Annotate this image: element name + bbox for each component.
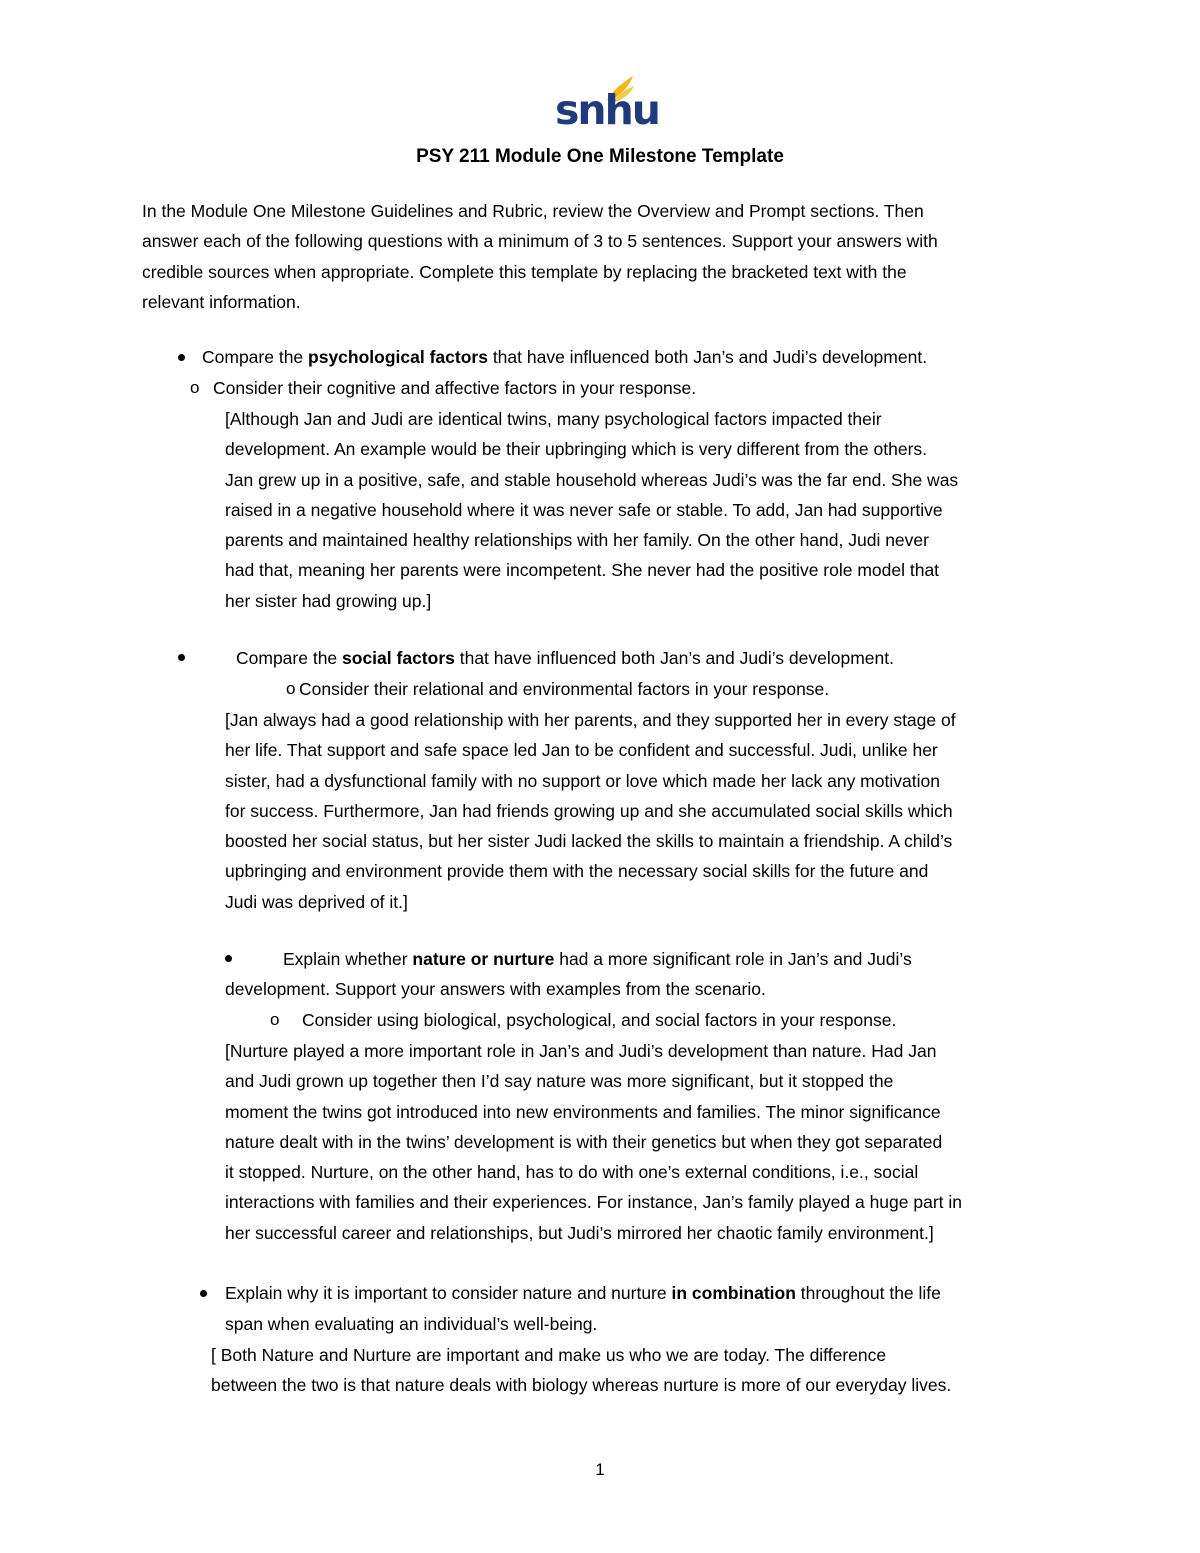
sub-bullet-marker: o <box>190 378 200 397</box>
q3-prompt <box>283 944 912 974</box>
page-number: 1 <box>595 1460 605 1479</box>
answer-line: raised in a negative household where it was never safe or stable. To add, Jan had supportive <box>225 499 943 520</box>
q4-prompt-line2: span when evaluating an individual’s well-being. <box>225 1314 598 1334</box>
q3-subprompt: Consider using biological, psychological, and social factors in your response. <box>302 1010 897 1030</box>
answer-line: her life. That support and safe space led Jan to be confident and successful. Judi, unlike her <box>225 740 938 761</box>
q4-answer <box>211 1340 951 1401</box>
answer-line: had that, meaning her parents were incompetent. She never had the positive role model that <box>225 560 940 581</box>
answer-line: [ Both Nature and Nurture are important and make us who we are today. The difference <box>211 1345 887 1365</box>
q3-prompt-bold: nature or nurture <box>412 949 555 969</box>
q2-prompt-text: Compare the <box>236 648 343 668</box>
bullet-dot <box>225 955 232 962</box>
q1-prompt-text: Compare the <box>202 347 309 367</box>
answer-line: [Jan always had a good relationship with her parents, and they supported her in every stage of <box>225 710 956 730</box>
intro-line: relevant information. <box>142 291 301 312</box>
intro-paragraph <box>142 196 938 317</box>
q2-prompt-text-end: that have influenced both Jan’s and Judi’s development. <box>454 648 894 668</box>
q1-subprompt: Consider their cognitive and affective factors in your response. <box>213 378 697 398</box>
q2-subprompt: Consider their relational and environmental factors in your response. <box>299 679 830 699</box>
answer-line: Judi was deprived of it.] <box>225 891 408 912</box>
q4-prompt-text: Explain why it is important to consider nature and nurture <box>225 1283 672 1303</box>
q1-answer <box>225 404 958 616</box>
q3-prompt-text: Explain whether <box>283 949 413 969</box>
answer-line: moment the twins got introduced into new environments and families. The minor significance <box>225 1101 941 1122</box>
q4-prompt <box>225 1278 941 1308</box>
answer-line: it stopped. Nurture, on the other hand, has to do with one’s external conditions, i.e., social <box>225 1162 919 1183</box>
bullet-dot <box>178 354 185 361</box>
intro-line: In the Module One Milestone Guidelines and Rubric, review the Overview and Prompt sections. Then <box>142 201 924 221</box>
bullet-dot <box>200 1290 207 1297</box>
answer-line: [Although Jan and Judi are identical twins, many psychological factors impacted their <box>225 409 882 429</box>
answer-line: development. An example would be their upbringing which is very different from the others. <box>225 439 928 460</box>
logo-wordmark: snhu <box>555 86 659 134</box>
answer-line: upbringing and environment provide them with the necessary social skills for the future and <box>225 861 929 882</box>
answer-line: interactions with families and their experiences. For instance, Jan’s family played a huge part in <box>225 1192 962 1213</box>
snhu-logo <box>553 74 659 134</box>
answer-line: and Judi grown up together then I’d say nature was more significant, but it stopped the <box>225 1071 894 1092</box>
bullet-dot <box>178 654 185 661</box>
answer-line: nature dealt with in the twins’ development is with their genetics but when they got separated <box>225 1131 943 1152</box>
answer-line: [Nurture played a more important role in Jan’s and Judi’s development than nature. Had Jan <box>225 1041 937 1061</box>
sub-bullet-marker: o <box>270 1010 280 1029</box>
q3-prompt-line2: development. Support your answers with examples from the scenario. <box>225 979 766 999</box>
answer-line: her sister had growing up.] <box>225 590 432 611</box>
q2-prompt <box>236 643 894 673</box>
answer-line: for success. Furthermore, Jan had friends growing up and she accumulated social skills which <box>225 800 953 821</box>
q2-prompt-bold: social factors <box>342 648 455 668</box>
document-title: PSY 211 Module One Milestone Template <box>416 146 784 167</box>
intro-line: credible sources when appropriate. Complete this template by replacing the bracketed text with the <box>142 261 907 282</box>
q3-prompt-text-end: had a more significant role in Jan’s and Judi’s <box>554 949 912 969</box>
q3-answer <box>225 1036 962 1248</box>
q1-prompt-text-end: that have influenced both Jan’s and Judi’s development. <box>487 347 928 367</box>
answer-line: her successful career and relationships, but Judi’s mirrored her chaotic family environment.] <box>225 1222 934 1243</box>
intro-line: answer each of the following questions with a minimum of 3 to 5 sentences. Support your answers with <box>142 231 938 252</box>
sub-bullet-marker: o <box>286 679 296 698</box>
q1-prompt-bold: psychological factors <box>308 347 488 367</box>
answer-line: sister, had a dysfunctional family with no support or love which made her lack any motivation <box>225 770 940 791</box>
answer-line: boosted her social status, but her sister Judi lacked the skills to maintain a friendship. A child’s <box>225 831 953 852</box>
answer-line: between the two is that nature deals with biology whereas nurture is more of our everyday lives. <box>211 1375 952 1396</box>
answer-line: parents and maintained healthy relationships with her family. On the other hand, Judi never <box>225 530 929 551</box>
q4-prompt-bold: in combination <box>671 1283 796 1303</box>
answer-line: Jan grew up in a positive, safe, and stable household whereas Judi’s was the far end. She was <box>225 469 959 490</box>
q1-prompt <box>202 342 927 372</box>
q2-answer <box>225 705 956 917</box>
q4-prompt-text-end: throughout the life <box>795 1283 941 1303</box>
